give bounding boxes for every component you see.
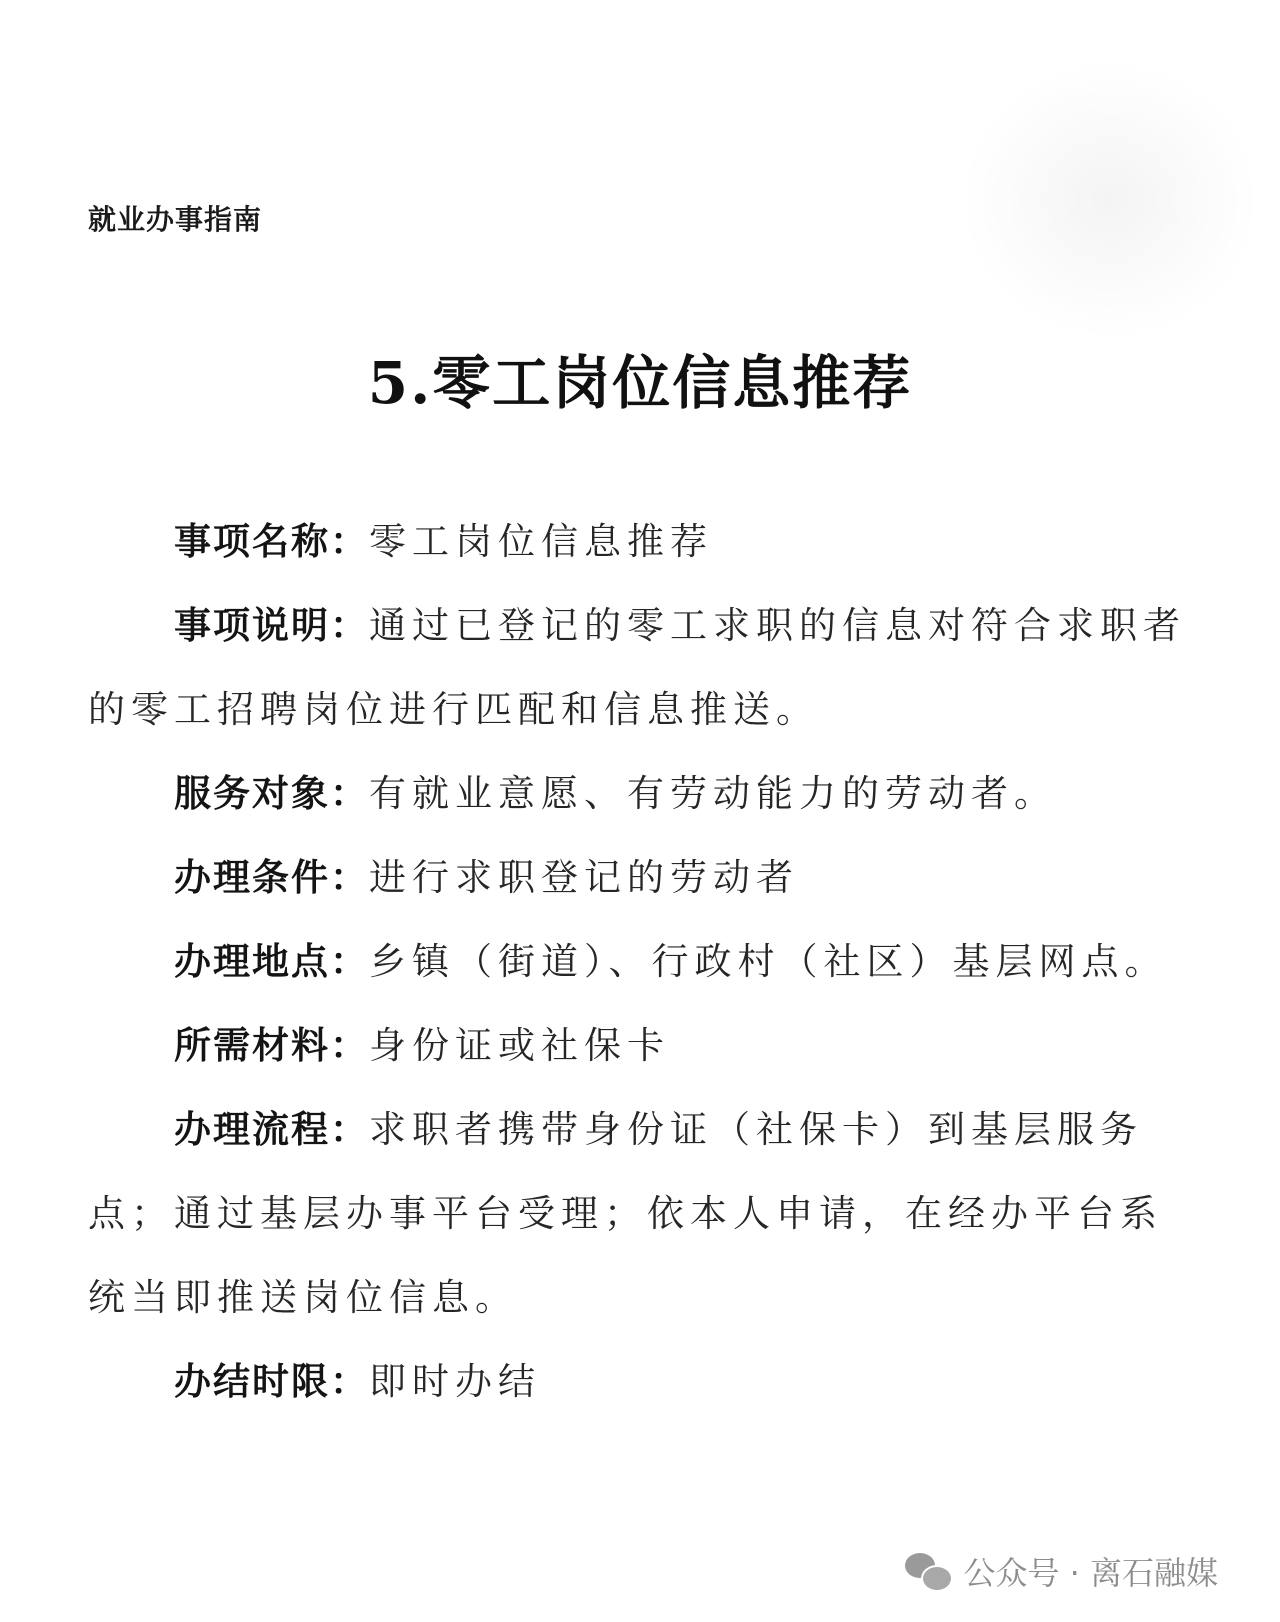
field-value: 零工岗位信息推荐 bbox=[369, 520, 713, 563]
field-item-description bbox=[88, 584, 1198, 752]
field-process bbox=[88, 1088, 1198, 1340]
page-title: 5.零工岗位信息推荐 bbox=[367, 349, 913, 417]
field-label: 办理流程： bbox=[174, 1108, 369, 1151]
watermark bbox=[905, 1548, 1218, 1594]
field-value: 乡镇（街道）、行政村（社区）基层网点。 bbox=[369, 940, 1168, 983]
field-label: 办结时限： bbox=[174, 1360, 369, 1403]
field-label: 事项说明： bbox=[174, 604, 369, 647]
header-label: 就业办事指南 bbox=[88, 203, 263, 236]
field-value: 有就业意愿、有劳动能力的劳动者。 bbox=[369, 772, 1057, 815]
field-value: 进行求职登记的劳动者 bbox=[369, 856, 799, 899]
field-label: 服务对象： bbox=[174, 772, 369, 815]
field-label: 办理条件： bbox=[174, 856, 369, 899]
field-label: 办理地点： bbox=[174, 940, 369, 983]
field-value: 通过已登记的零工求职的信息对符合求职者的零工招聘岗位进行匹配和信息推送。 bbox=[88, 604, 1186, 731]
field-value: 求职者携带身份证（社保卡）到基层服务点；通过基层办事平台受理；依本人申请，在经办平台系统当即推送岗位信息。 bbox=[88, 1108, 1163, 1319]
field-time-limit bbox=[88, 1340, 1198, 1424]
field-service-target bbox=[88, 752, 1198, 836]
field-materials bbox=[88, 1004, 1198, 1088]
field-label: 所需材料： bbox=[174, 1024, 369, 1067]
field-location bbox=[88, 920, 1198, 1004]
field-conditions bbox=[88, 836, 1198, 920]
field-item-name bbox=[88, 500, 1198, 584]
wechat-icon bbox=[905, 1551, 953, 1591]
page-sheen bbox=[960, 60, 1260, 340]
guide-content bbox=[88, 500, 1198, 1424]
field-value: 即时办结 bbox=[369, 1360, 541, 1403]
watermark-text: 公众号 · 离石融媒 bbox=[963, 1554, 1218, 1592]
field-value: 身份证或社保卡 bbox=[369, 1024, 670, 1067]
field-label: 事项名称： bbox=[174, 520, 369, 563]
